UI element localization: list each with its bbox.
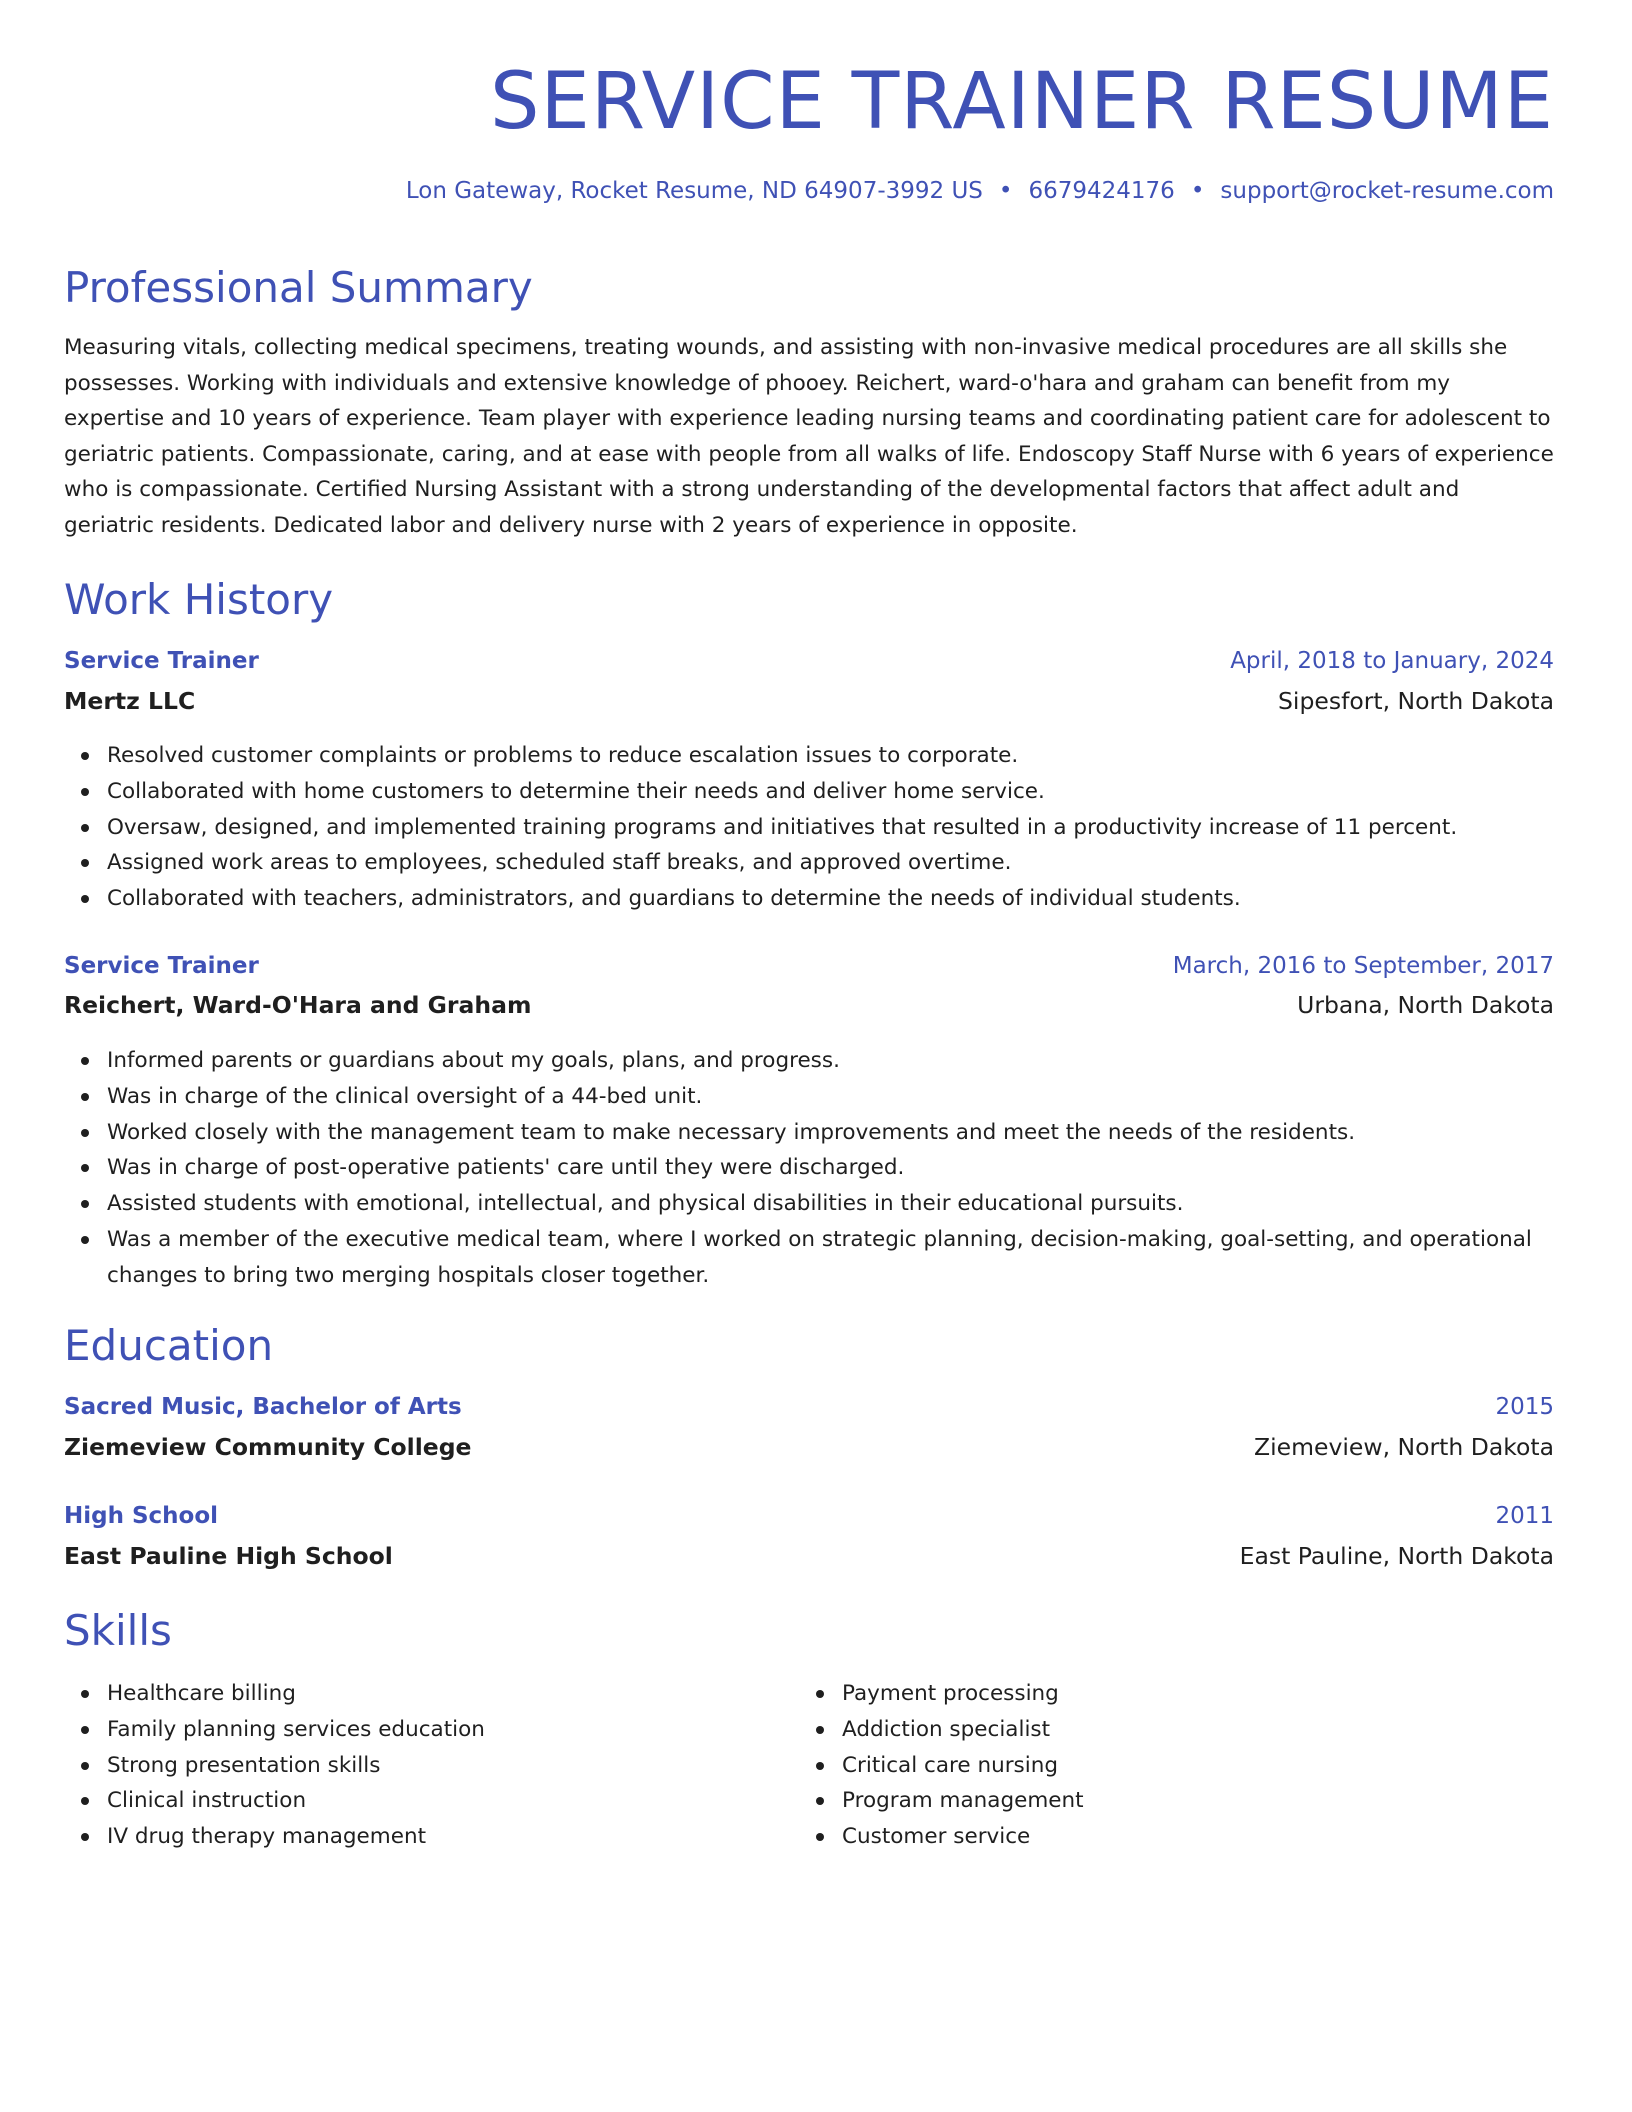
contact-line	[406, 178, 1554, 204]
list-item: Oversaw, designed, and implemented training programs and initiatives that resulted in a productivity increase of 11 percent.	[64, 810, 1554, 846]
job-bullets	[64, 738, 1554, 917]
job-bullets	[64, 1043, 1554, 1294]
education-school: East Pauline High School	[64, 1542, 393, 1570]
job-location: Sipesfort, North Dakota	[1278, 687, 1554, 715]
education-year: 2015	[1495, 1394, 1554, 1420]
education-school-row	[64, 1542, 1554, 1574]
list-item: Was in charge of post-operative patients' care until they were discharged.	[64, 1150, 1554, 1186]
list-item: Collaborated with home customers to determine their needs and deliver home service.	[64, 774, 1554, 810]
education-school-row	[64, 1433, 1554, 1465]
resume-title: SERVICE TRAINER RESUME	[490, 57, 1554, 147]
skills-list-right	[799, 1676, 1632, 1855]
job-company: Reichert, Ward-O'Hara and Graham	[64, 991, 532, 1019]
list-item: Assigned work areas to employees, scheduled staff breaks, and approved overtime.	[64, 845, 1554, 881]
education-year: 2011	[1495, 1503, 1554, 1529]
job-dates: April, 2018 to January, 2024	[1230, 648, 1554, 674]
job-dates: March, 2016 to September, 2017	[1172, 953, 1554, 979]
job-company-row	[64, 687, 1554, 719]
list-item: Was in charge of the clinical oversight of a 44-bed unit.	[64, 1079, 1554, 1115]
education-location: East Pauline, North Dakota	[1239, 1542, 1554, 1570]
education-header-row	[64, 1503, 1554, 1535]
contact-separator: •	[1190, 178, 1205, 204]
job-company-row	[64, 991, 1554, 1023]
education-school: Ziemeview Community College	[64, 1433, 472, 1461]
list-item: Was a member of the executive medical team, where I worked on strategic planning, decision-making, goal-setting, and operational changes to bring two merging hospitals closer together.	[64, 1222, 1554, 1294]
job-location: Urbana, North Dakota	[1297, 991, 1554, 1019]
resume-page	[64, 0, 1554, 1850]
skill-item: IV drug therapy management	[64, 1819, 1554, 1855]
job-header-row	[64, 648, 1554, 680]
list-item: Informed parents or guardians about my goals, plans, and progress.	[64, 1043, 1554, 1079]
summary-text: Measuring vitals, collecting medical specimens, treating wounds, and assisting with non-invasive medical procedures are all skills she possesses. Working with individuals and extensive knowledge of phooey. Reichert, ward-o'hara and graham can benefit from my expertise and 10 years of experience. Team player with experience leading nursing teams and coordinating patient care for adolescent to geriatric patients. Compassionate, caring, and at ease with people from all walks of life. Endoscopy Staff Nurse with 6 years of experience who is compassionate. Certified Nursing Assistant with a strong understanding of the developmental factors that affect adult and geriatric residents. Dedicated labor and delivery nurse with 2 years of experience in opposite.	[64, 335, 1554, 538]
contact-separator: •	[998, 178, 1013, 204]
education-header-row	[64, 1394, 1554, 1426]
skill-item: Healthcare billing	[64, 1676, 1554, 1712]
skill-item: Payment processing	[799, 1676, 1632, 1712]
education-heading: Education	[64, 1321, 274, 1370]
skill-item: Clinical instruction	[64, 1783, 1554, 1819]
list-item: Assisted students with emotional, intellectual, and physical disabilities in their educational pursuits.	[64, 1186, 1554, 1222]
skills-heading: Skills	[64, 1606, 172, 1655]
list-item: Collaborated with teachers, administrators, and guardians to determine the needs of individual students.	[64, 881, 1554, 917]
job-title: Service Trainer	[64, 648, 259, 674]
education-location: Ziemeview, North Dakota	[1254, 1433, 1554, 1461]
education-degree: High School	[64, 1503, 219, 1529]
list-item: Resolved customer complaints or problems to reduce escalation issues to corporate.	[64, 738, 1554, 774]
summary-heading: Professional Summary	[64, 263, 533, 312]
contact-email: support@rocket-resume.com	[1220, 178, 1554, 204]
skill-item: Program management	[799, 1783, 1632, 1819]
list-item: Worked closely with the management team to make necessary improvements and meet the needs of the residents.	[64, 1115, 1554, 1151]
skill-item: Customer service	[799, 1819, 1632, 1855]
contact-address: Lon Gateway, Rocket Resume, ND 64907-3992 US	[405, 178, 983, 204]
work-history-heading: Work History	[64, 575, 334, 624]
job-company: Mertz LLC	[64, 687, 196, 715]
education-degree: Sacred Music, Bachelor of Arts	[64, 1394, 462, 1420]
skill-item: Strong presentation skills	[64, 1748, 1554, 1784]
skill-item: Addiction specialist	[799, 1712, 1632, 1748]
skill-item: Family planning services education	[64, 1712, 1554, 1748]
contact-phone: 6679424176	[1028, 178, 1175, 204]
job-title: Service Trainer	[64, 953, 259, 979]
skill-item: Critical care nursing	[799, 1748, 1632, 1784]
job-header-row	[64, 953, 1554, 985]
